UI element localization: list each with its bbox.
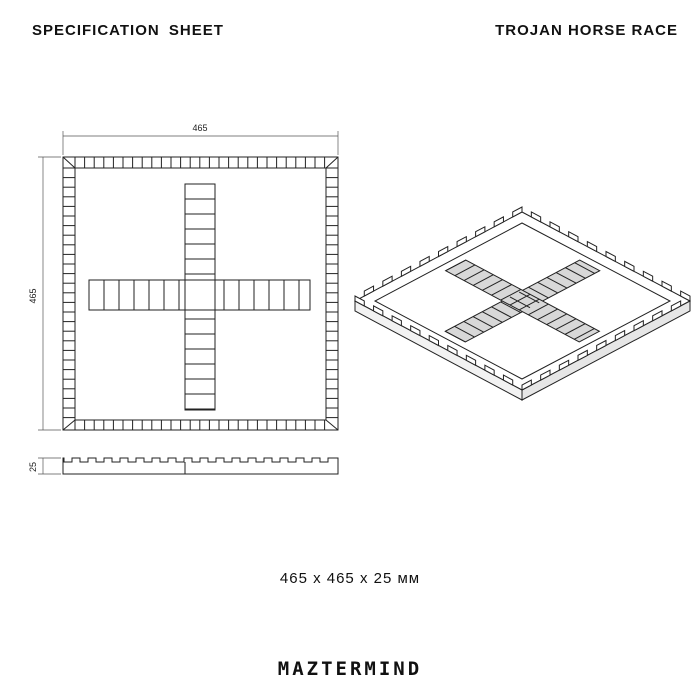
- vertical-track: [185, 184, 215, 410]
- spec-sheet-title: SPECIFICATION SHEET: [32, 22, 224, 39]
- side-profile: [63, 458, 338, 474]
- width-dimension-label: 465: [192, 123, 208, 133]
- side-view: [63, 458, 338, 474]
- board-inner-edge: [75, 168, 326, 420]
- product-name: TROJAN HORSE RACE: [495, 22, 678, 39]
- cross-track: [89, 184, 310, 410]
- dimension-lines: [38, 131, 338, 474]
- top-view: [63, 157, 338, 430]
- height-dimension-label: 465: [28, 288, 38, 304]
- horizontal-track: [89, 280, 310, 310]
- isometric-view: [355, 207, 690, 400]
- overall-dimensions: 465 x 465 x 25 мм: [279, 570, 421, 587]
- thickness-dimension-label: 25: [28, 461, 38, 473]
- brand-logo: MAZTERMIND: [277, 658, 423, 680]
